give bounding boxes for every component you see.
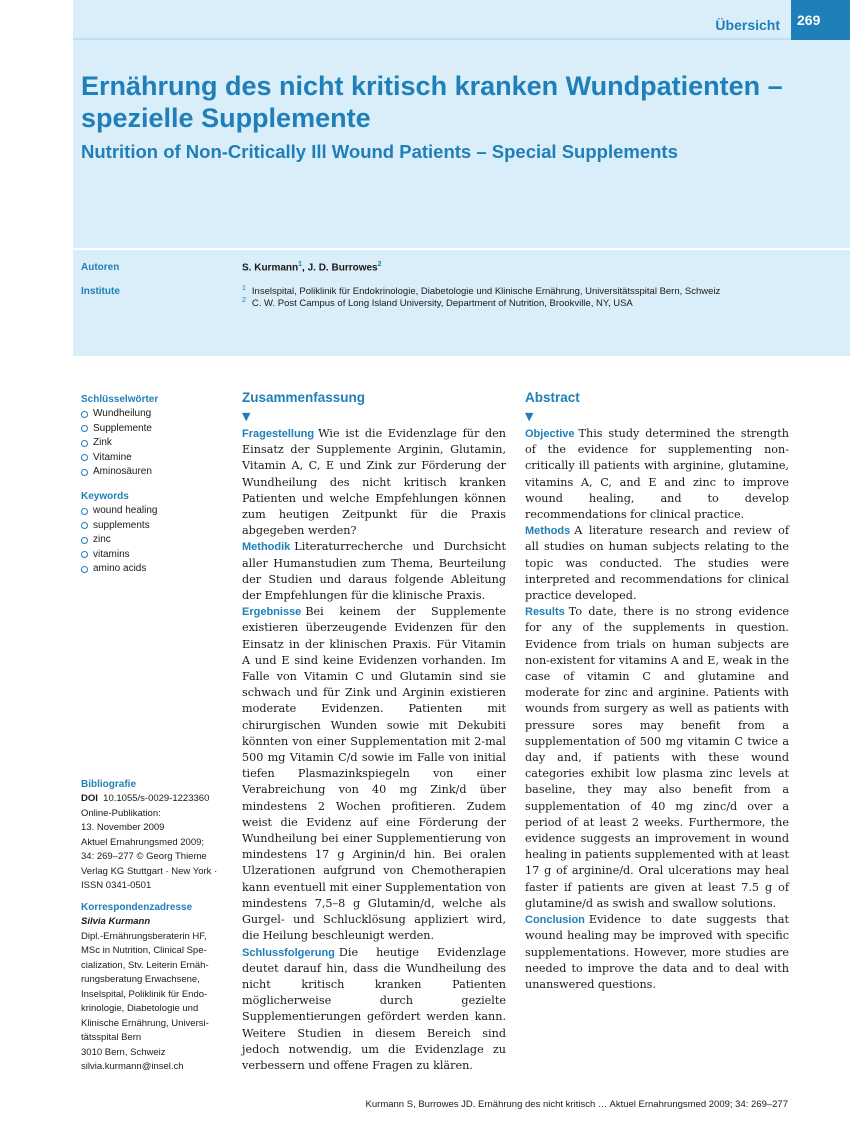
- abstract-paragraph: Methods A literature research and review of all studies on human subjects relating to the topic was conducted. The studies were interpreted and recommendations for clinical practice developed.: [525, 524, 789, 603]
- bullet-icon: [81, 425, 88, 432]
- keyword-item: Aminosäuren: [81, 465, 152, 480]
- author-list: [242, 261, 382, 273]
- section-label: Results: [525, 606, 565, 619]
- corr-line: Dipl.-Ernährungsberaterin HF,: [81, 930, 207, 942]
- biblio-line: 13. November 2009: [81, 822, 165, 833]
- institute-text: C. W. Post Campus of Long Island University, Department of Nutrition, Brookville, NY, USA: [251, 298, 633, 310]
- keyword-item: Vitamine: [81, 451, 152, 466]
- biblio-line: ISSN 0341-0501: [81, 880, 152, 891]
- correspondence-label: Korrespondenzadresse: [81, 902, 193, 913]
- doi-value[interactable]: 10.1055/s-0029-1223360: [103, 793, 210, 804]
- abstract-heading: Abstract: [525, 390, 580, 405]
- section-label: Conclusion: [525, 914, 585, 927]
- bullet-icon: [81, 508, 88, 515]
- author-name: S. Kurmann: [242, 262, 299, 274]
- author-separator: ,: [302, 262, 308, 274]
- keyword-item: amino acids: [81, 562, 158, 577]
- affiliation-marker: 1: [242, 285, 246, 292]
- bibliography-label: Bibliografie: [81, 779, 137, 790]
- bullet-icon: [81, 537, 88, 544]
- bullet-icon: [81, 454, 88, 461]
- keyword-item: wound healing: [81, 504, 158, 519]
- corr-line: 3010 Bern, Schweiz: [81, 1046, 166, 1058]
- institute-text: Inselspital, Poliklinik für Endokrinologie, Diabetologie und Klinische Ernährung, Universitätsspital Bern, Schweiz: [251, 286, 721, 298]
- keyword-item: supplements: [81, 519, 158, 534]
- corr-line: rungsberatung Erwachsene,: [81, 974, 200, 985]
- summary-paragraph: Fragestellung Wie ist die Evidenzlage für den Einsatz der Supplemente Arginin, Glutamin, Vitamin A, C, E und Zink zur Förderung der Wundheilung des nicht kritisch kranken Patienten und welche Empfehlungen können zum heutigen Zeitpunkt für die Praxis abgegeben werden?: [242, 427, 506, 538]
- section-label: Ergebnisse: [242, 606, 302, 619]
- keyword-item: zinc: [81, 533, 158, 548]
- bullet-icon: [81, 522, 88, 529]
- keyword-item: Supplemente: [81, 422, 152, 437]
- triangle-down-icon: ▼: [242, 410, 251, 423]
- bibliography-block: [81, 792, 231, 894]
- corr-line: Inselspital, Poliklinik für Endo-: [81, 988, 208, 1000]
- institutes-label: Institute: [81, 286, 120, 297]
- doi-line: [81, 792, 231, 807]
- header-rule: [73, 38, 850, 40]
- corr-line: tätsspital Bern: [81, 1032, 142, 1043]
- abstract-paragraph: Conclusion Evidence to date suggests that wound healing may be improved with specific supplementations. However, more studies are needed to improve the data and to deal with unanswered questions.: [525, 913, 789, 991]
- summary-paragraph: Ergebnisse Bei keinem der Supplemente existieren überzeugende Evidenzen für den Einsatz in der klinischen Praxis. Für Vitamin A und E sind keine Evidenzen vorhanden. Im Falle von Vitamin C und Glutamin sind sie schwach und für Zink und Arginin existieren moderate Evidenzen. Patienten mit chirurgischen Wunden sowie mit Dekubiti könnten von einer Supplementation mit 2-mal 500 mg Vitamin C/d sowie im Falle von initial tiefen Plasmazinkspiegeln von einer Verabreichung von 40 mg Zink/d über mindestens 2 Wochen profitieren. Zudem weist die Evidenz auf eine Förderung der Wundheilung bei einer Supplementierung von mindestens 17 g Arginin/d hin. Bei oralen Ulzerationen aufgrund von Chemotherapien kann eventuell mit einer Supplementation von mindestens 7,5–8 g Glutamin/d, welche als Gurgel- und Schlucklösung appliziert wird, die Heilung beschleunigt werden.: [242, 605, 506, 943]
- bullet-icon: [81, 411, 88, 418]
- corr-line: cialization, Stv. Leiterin Ernäh-: [81, 959, 209, 971]
- affiliation-marker: 2: [242, 297, 246, 304]
- keywords-en-list: [81, 504, 158, 577]
- zusammenfassung-column: [242, 390, 506, 1074]
- section-label: Methodik: [242, 541, 291, 554]
- section-label: Objective: [525, 428, 575, 440]
- abstract-paragraph: Results To date, there is no strong evidence for any of the supplements in question. Evidence from trials on human subjects are non-existent for vitamins A and E, weak in the case of vitamin C and glutamine and moderate for zinc and arginine. Patients with wounds from surgery as well as patients with pressure sores may benefit from a supplementation of 500 mg vitamin C twice a day and, if patients with these wound categories exhibit low plasma zinc levels at baseline, they may also benefit from a supplementation of 40 mg zinc/d over a period of at least 2 weeks. Furthermore, the evidence suggests an improvement in wound healing in patients supplemented with at least 17 g of arginine/d. Oral ulcerations may heal faster if patients are given at least 7.5 g of glutamine/d as swish and swallow solutions.: [525, 605, 789, 910]
- keywords-en-label: Keywords: [81, 491, 129, 502]
- page-number: 269: [791, 0, 850, 40]
- keywords-de-list: [81, 407, 152, 480]
- keyword-item: Wundheilung: [81, 407, 152, 422]
- biblio-line: 34: 269–277 © Georg Thieme: [81, 851, 207, 862]
- section-label: Schlussfolgerung: [242, 946, 335, 959]
- bullet-icon: [81, 566, 88, 573]
- bullet-icon: [81, 551, 88, 558]
- section-label: Methods: [525, 525, 571, 538]
- correspondence-block: [81, 915, 231, 1075]
- email-link[interactable]: silvia.kurmann@insel.ch: [81, 1061, 184, 1072]
- corr-line: krinologie, Diabetologie und: [81, 1003, 199, 1014]
- correspondence-name: Silvia Kurmann: [81, 916, 151, 927]
- doi-label: DOI: [81, 793, 98, 804]
- keywords-de-label: Schlüsselwörter: [81, 394, 159, 405]
- abstract-column: [525, 390, 789, 993]
- summary-paragraph: Methodik Literaturrecherche und Durchsicht aller Humanstudien zum Thema, Beurteilung der Studien und daraus folgende Ableitung der Empfehlungen für die klinische Praxis.: [242, 540, 506, 603]
- biblio-line: Online-Publikation:: [81, 807, 161, 819]
- authors-label: Autoren: [81, 262, 120, 273]
- affiliation-marker: 2: [377, 261, 382, 268]
- section-label: Fragestellung: [242, 428, 315, 440]
- page-footer: Kurmann S, Burrowes JD. Ernährung des nicht kritisch … Aktuel Ernahrungsmed 2009; 34: 269–277: [365, 1099, 788, 1110]
- biblio-line: Aktuel Ernahrungsmed 2009;: [81, 836, 205, 848]
- institute-line: [242, 285, 720, 297]
- summary-paragraph: Schlussfolgerung Die heutige Evidenzlage deutet darauf hin, dass die Wundheilung des nicht kritisch kranken Patienten möglicherweise durch gezielte Supplementierungen gefördert werden kann. Weitere Studien in diesem Bereich sind jedoch notwendig, um die Evidenzlage zu verbessern und offene Fragen zu klären.: [242, 945, 506, 1072]
- affiliation-marker: 1: [298, 261, 303, 268]
- bullet-icon: [81, 440, 88, 447]
- triangle-down-icon: ▼: [525, 410, 534, 423]
- article-title-english: Nutrition of Non-Critically Ill Wound Patients – Special Supplements: [81, 141, 678, 162]
- keyword-item: Zink: [81, 436, 152, 451]
- abstract-paragraph: Objective This study determined the strength of the evidence for supplementing non-critically ill patients with arginine, glutamine, vitamins A, C, and E and zinc to improve wound healing, and to develop recommendations for clinical practice.: [525, 427, 789, 522]
- article-title-german: Ernährung des nicht kritisch kranken Wundpatienten – spezielle Supplemente: [81, 71, 783, 133]
- author-name: J. D. Burrowes: [307, 262, 378, 274]
- keyword-item: vitamins: [81, 548, 158, 563]
- institute-line: [242, 297, 633, 309]
- zusammenfassung-heading: Zusammenfassung: [242, 390, 366, 405]
- bullet-icon: [81, 469, 88, 476]
- corr-line: Klinische Ernährung, Universi-: [81, 1017, 209, 1029]
- corr-line: MSc in Nutrition, Clinical Spe-: [81, 945, 207, 956]
- biblio-line: Verlag KG Stuttgart · New York ·: [81, 865, 218, 877]
- section-label: Übersicht: [715, 17, 780, 33]
